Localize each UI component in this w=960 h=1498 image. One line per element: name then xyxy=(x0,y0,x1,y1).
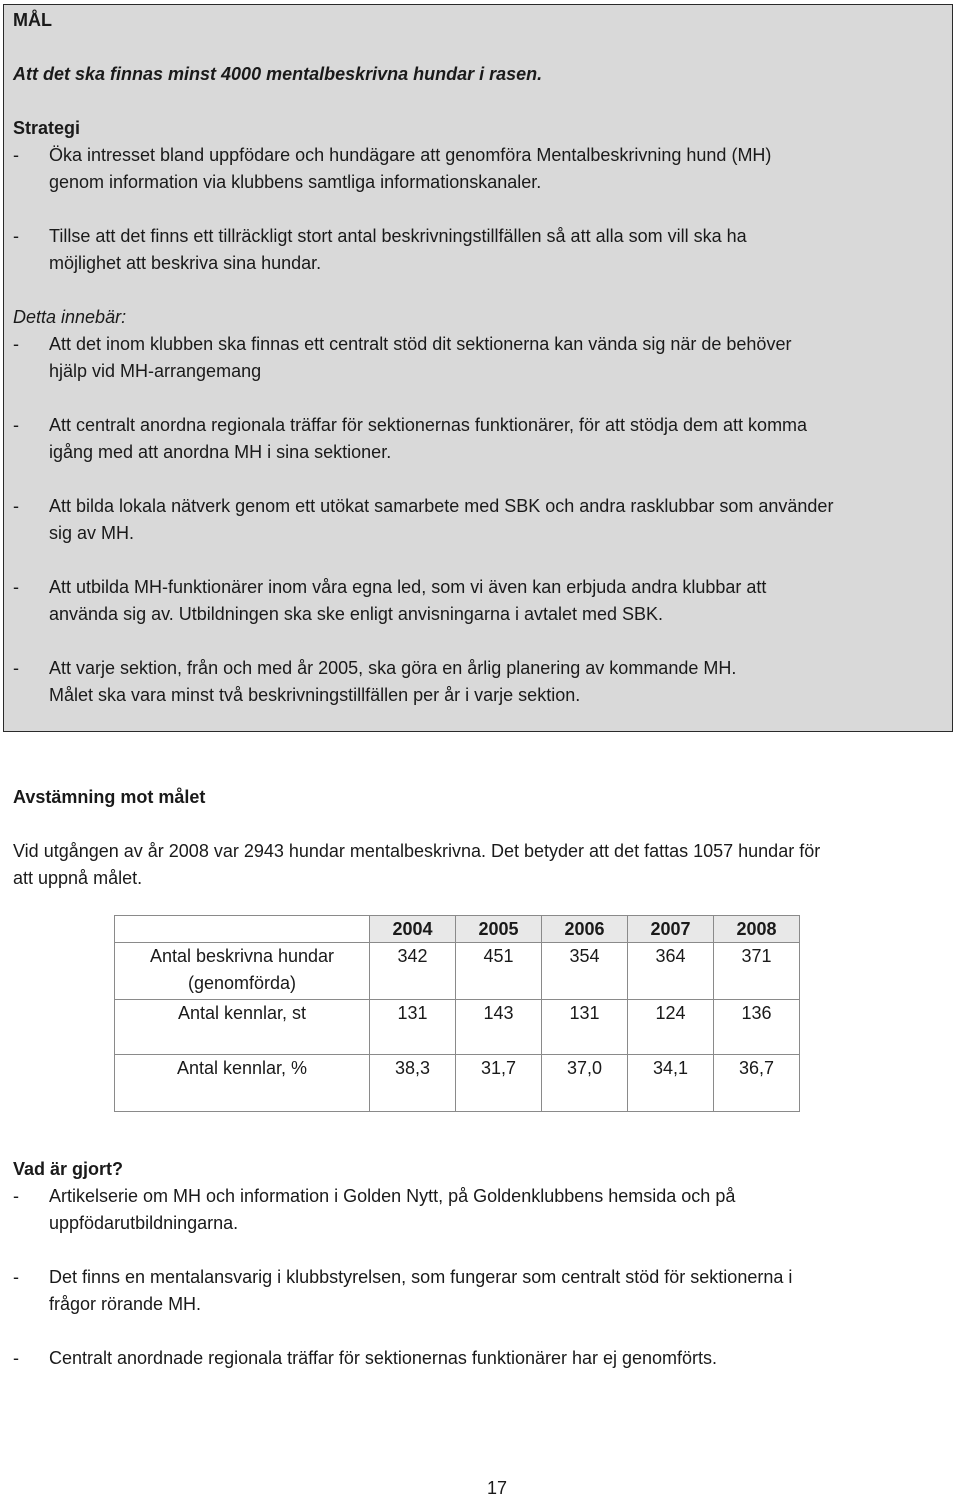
row-label-line: (genomförda) xyxy=(187,973,297,993)
done-item-line: uppfödarutbildningarna. xyxy=(49,1213,239,1233)
bullet-dash: - xyxy=(13,145,19,165)
strategy-item-line: Öka intresset bland uppfödare och hundägare att genomföra Mentalbeskrivning hund (MH) xyxy=(49,145,772,165)
bullet-dash: - xyxy=(13,226,19,246)
done-item-line: Centralt anordnade regionala träffar för sektionernas funktionärer har ej genomförts. xyxy=(49,1348,718,1368)
bullet-dash: - xyxy=(13,415,19,435)
year-header: 2004 xyxy=(370,916,456,943)
year-header: 2006 xyxy=(542,916,628,943)
table-cell: 354 xyxy=(542,943,628,1000)
mh-statistics-table xyxy=(114,915,800,1112)
table-row xyxy=(115,1055,800,1112)
table-corner-cell xyxy=(115,916,370,943)
goal-heading: MÅL xyxy=(13,10,52,30)
year-header: 2005 xyxy=(456,916,542,943)
reconciliation-heading: Avstämning mot målet xyxy=(13,787,206,807)
reconciliation-text-line: att uppnå målet. xyxy=(13,868,143,888)
strategy-item-line: möjlighet att beskriva sina hundar. xyxy=(49,253,322,273)
bullet-dash: - xyxy=(13,577,19,597)
means-item-line: hjälp vid MH-arrangemang xyxy=(49,361,262,381)
means-item-line: Att utbilda MH-funktionärer inom våra egna led, som vi även kan erbjuda andra klubbar att xyxy=(49,577,767,597)
table-cell: 451 xyxy=(456,943,542,1000)
strategy-heading: Strategi xyxy=(13,118,81,138)
table-cell: 371 xyxy=(714,943,800,1000)
table-cell: 143 xyxy=(456,1000,542,1055)
bullet-dash: - xyxy=(13,334,19,354)
reconciliation-text-line: Vid utgången av år 2008 var 2943 hundar mentalbeskrivna. Det betyder att det fattas 1057 hundar för xyxy=(13,841,821,861)
table-cell: 38,3 xyxy=(370,1055,456,1112)
table-header-row xyxy=(115,916,800,943)
table-cell: 342 xyxy=(370,943,456,1000)
row-label-line: Antal beskrivna hundar xyxy=(149,946,335,966)
bullet-dash: - xyxy=(13,658,19,678)
table-cell: 364 xyxy=(628,943,714,1000)
table-cell: 136 xyxy=(714,1000,800,1055)
table-row xyxy=(115,943,800,1000)
means-item-line: igång med att anordna MH i sina sektioner. xyxy=(49,442,392,462)
done-heading: Vad är gjort? xyxy=(13,1159,124,1179)
table-cell: 37,0 xyxy=(542,1055,628,1112)
year-header: 2007 xyxy=(628,916,714,943)
row-label: Antal kennlar, st xyxy=(115,1000,370,1055)
table-cell: 131 xyxy=(542,1000,628,1055)
bullet-dash: - xyxy=(13,496,19,516)
means-item-line: Att centralt anordna regionala träffar för sektionernas funktionärer, för att stödja dem att komma xyxy=(49,415,808,435)
means-item-line: använda sig av. Utbildningen ska ske enligt anvisningarna i avtalet med SBK. xyxy=(49,604,664,624)
means-item-line: sig av MH. xyxy=(49,523,135,543)
done-item-line: frågor rörande MH. xyxy=(49,1294,202,1314)
row-label xyxy=(115,943,370,1000)
means-item-line: Att varje sektion, från och med år 2005, ska göra en årlig planering av kommande MH. xyxy=(49,658,737,678)
strategy-item-line: Tillse att det finns ett tillräckligt stort antal beskrivningstillfällen så att alla som vill ska ha xyxy=(49,226,747,246)
year-header: 2008 xyxy=(714,916,800,943)
table-cell: 124 xyxy=(628,1000,714,1055)
table-row xyxy=(115,1000,800,1055)
bullet-dash: - xyxy=(13,1267,19,1287)
table-cell: 36,7 xyxy=(714,1055,800,1112)
table-cell: 34,1 xyxy=(628,1055,714,1112)
bullet-dash: - xyxy=(13,1186,19,1206)
done-item-line: Artikelserie om MH och information i Golden Nytt, på Goldenklubbens hemsida och på xyxy=(49,1186,736,1206)
goal-statement: Att det ska finnas minst 4000 mentalbeskrivna hundar i rasen. xyxy=(13,64,543,84)
means-item-line: Målet ska vara minst två beskrivningstillfällen per år i varje sektion. xyxy=(49,685,581,705)
means-item-line: Att det inom klubben ska finnas ett centralt stöd dit sektionerna kan vända sig när de behöver xyxy=(49,334,792,354)
row-label: Antal kennlar, % xyxy=(115,1055,370,1112)
page-number: 17 xyxy=(487,1478,508,1498)
means-heading: Detta innebär: xyxy=(13,307,127,327)
table-cell: 31,7 xyxy=(456,1055,542,1112)
table-cell: 131 xyxy=(370,1000,456,1055)
strategy-item-line: genom information via klubbens samtliga informationskanaler. xyxy=(49,172,542,192)
bullet-dash: - xyxy=(13,1348,19,1368)
done-item-line: Det finns en mentalansvarig i klubbstyrelsen, som fungerar som centralt stöd för sektionerna i xyxy=(49,1267,793,1287)
means-item-line: Att bilda lokala nätverk genom ett utökat samarbete med SBK och andra rasklubbar som använder xyxy=(49,496,834,516)
